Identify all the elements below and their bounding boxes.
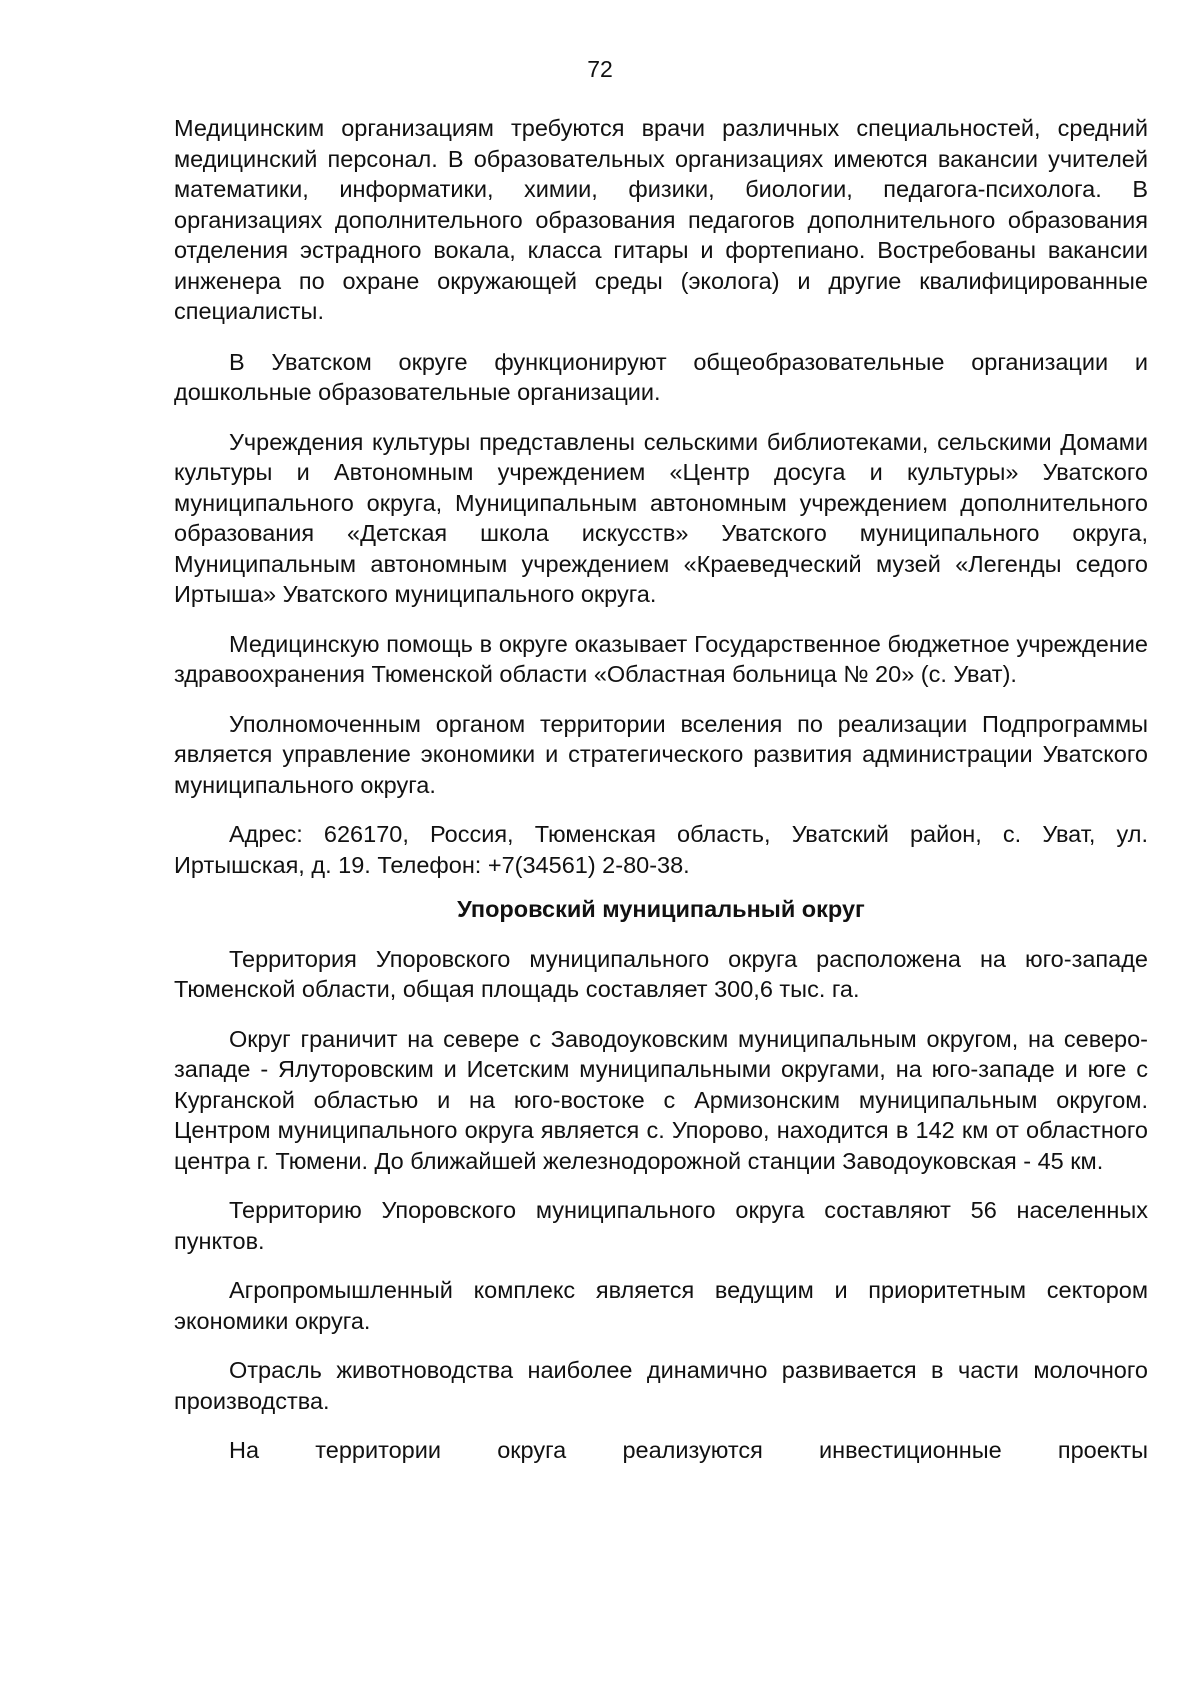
- paragraph: Адрес: 626170, Россия, Тюменская область, Уватский район, с. Уват, ул. Иртышская, д. 19. Телефон: +7(34561) 2-80-38.: [174, 821, 1148, 878]
- page-body: [174, 113, 1148, 1466]
- paragraph: На территории округа реализуются инвестиционные проекты: [229, 1437, 1148, 1463]
- paragraph: В Уватском округе функционируют общеобразовательные организации и дошкольные образовательные организации.: [174, 348, 1148, 405]
- paragraph: Медицинскую помощь в округе оказывает Государственное бюджетное учреждение здравоохранения Тюменской области «Областная больница № 20» (с. Уват).: [174, 630, 1148, 687]
- paragraph: Территорию Упоровского муниципального округа составляют 56 населенных пунктов.: [174, 1197, 1148, 1254]
- paragraph: Отрасль животноводства наиболее динамично развивается в части молочного производства.: [174, 1357, 1148, 1414]
- page-number: 72: [587, 56, 613, 82]
- paragraph: Уполномоченным органом территории вселения по реализации Подпрограммы является управление экономики и стратегического развития администрации Уватского муниципального округа.: [174, 710, 1148, 798]
- paragraph: Учреждения культуры представлены сельскими библиотеками, сельскими Домами культуры и Автономным учреждением «Центр досуга и культуры» Уватского муниципального округа, Муниципальным автономным учреждением дополнительного образования «Детская школа искусств» Уватского муниципального округа, Муниципальным автономным учреждением «Краеведческий музей «Легенды седого Иртыша» Уватского муниципального округа.: [174, 428, 1148, 607]
- paragraph: Территория Упоровского муниципального округа расположена на юго-западе Тюменской области, общая площадь составляет 300,6 тыс. га.: [174, 945, 1148, 1002]
- paragraph: Округ граничит на севере с Заводоуковским муниципальным округом, на северо-западе - Ялуторовским и Исетским муниципальными округами, на юго-западе и юге с Курганской областью и на юго-востоке с Армизонским муниципальным округом. Центром муниципального округа является с. Упорово, находится в 142 км от областного центра г. Тюмени. До ближайшей железнодорожной станции Заводоуковская - 45 км.: [174, 1025, 1148, 1174]
- paragraph: Медицинским организациям требуются врачи различных специальностей, средний медицинский персонал. В образовательных организациях имеются вакансии учителей математики, информатики, химии, физики, биологии, педагога-психолога. В организациях дополнительного образования педагогов дополнительного образования отделения эстрадного вокала, класса гитары и фортепиано. Востребованы вакансии инженера по охране окружающей среды (эколога) и другие квалифицированные специалисты.: [174, 115, 1148, 324]
- paragraph: Агропромышленный комплекс является ведущим и приоритетным сектором экономики округа.: [174, 1277, 1148, 1334]
- section-heading: Упоровский муниципальный округ: [457, 896, 865, 922]
